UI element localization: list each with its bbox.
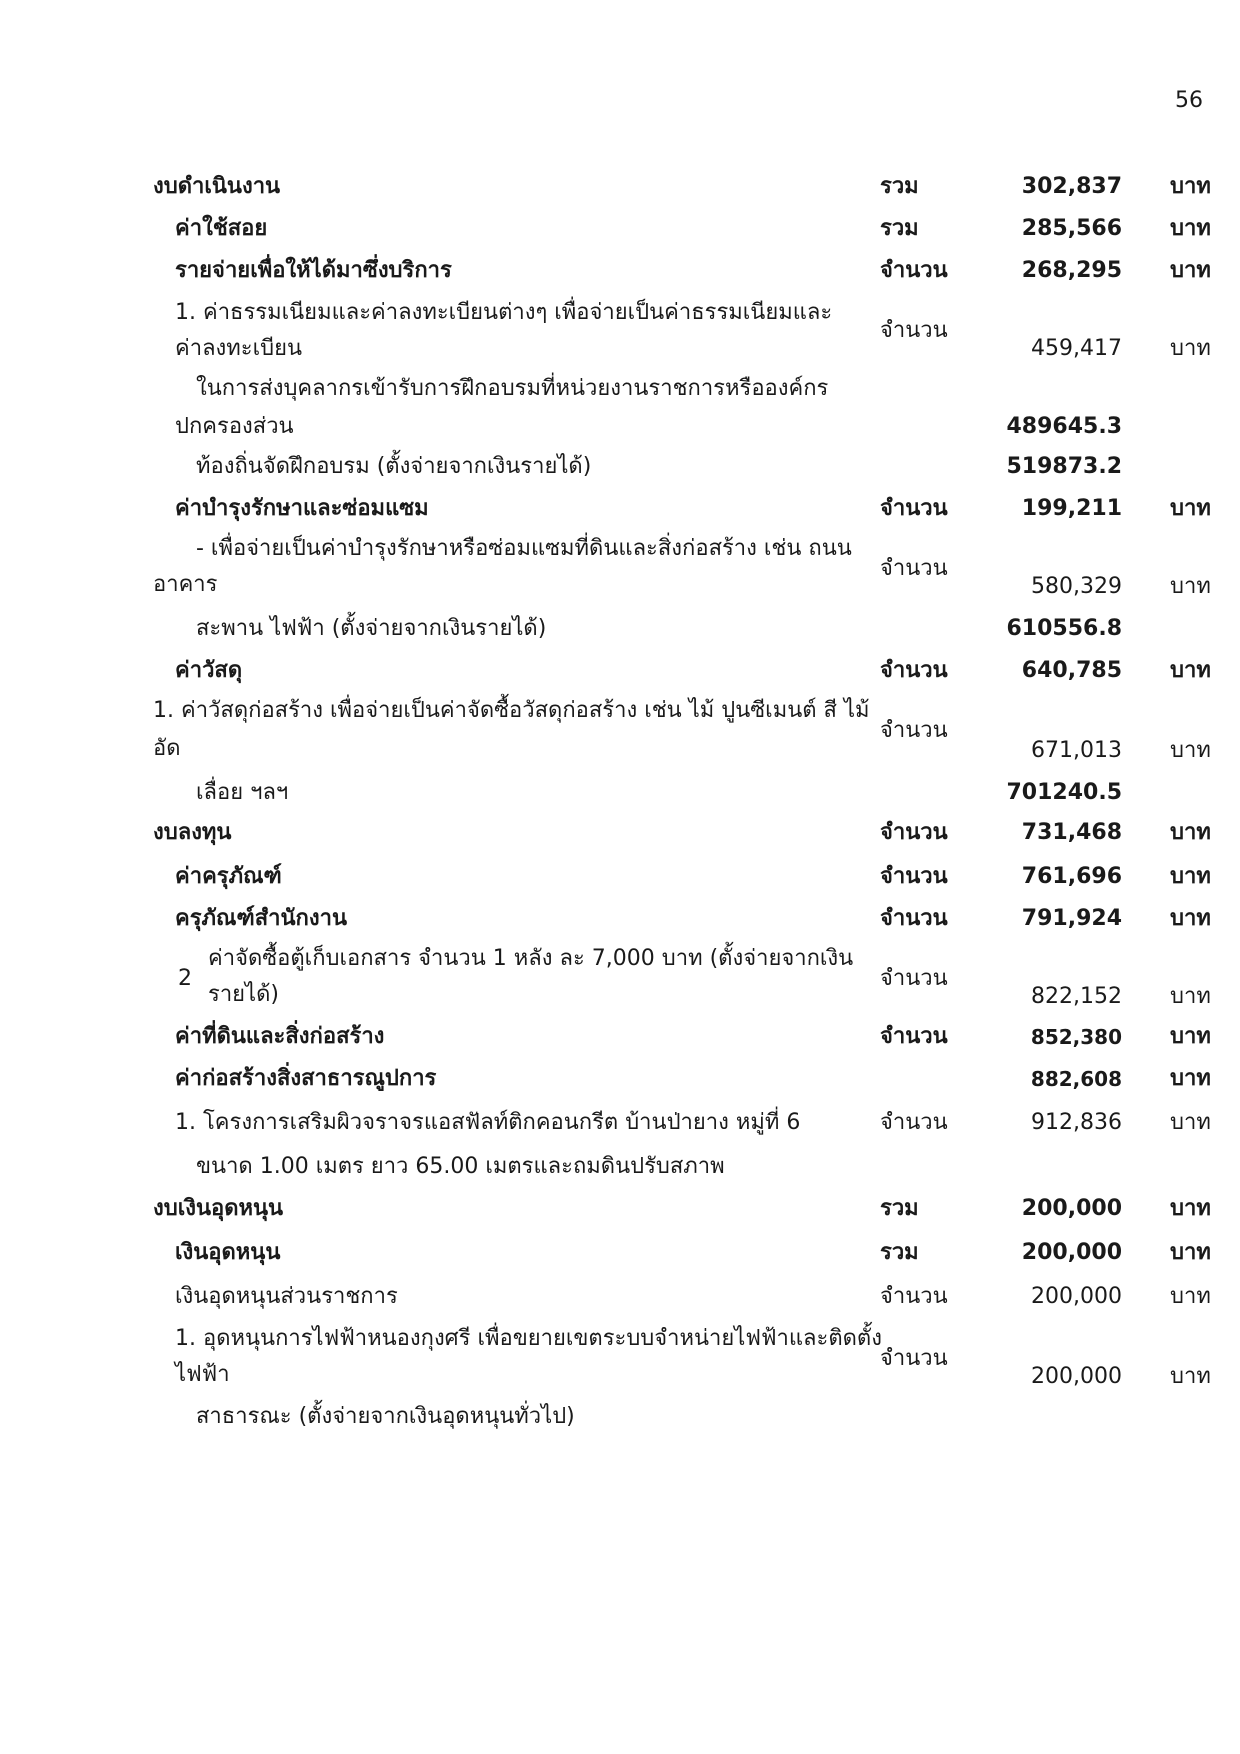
row-unit: บาท [1170,1066,1211,1091]
row-kind: จำนวน [880,906,948,931]
row-label: 1. โครงการเสริมผิวจราจรแอสฟัลท์ติกคอนกรีต บ้านป่ายาง หมู่ที่ 6 [175,1110,801,1135]
row-label: ค่าครุภัณฑ์ [175,864,282,889]
row-amount: 302,837 [1021,174,1122,199]
row-amount: 200,000 [1021,1196,1122,1221]
row-kind: จำนวน [880,864,948,889]
row-label-line2: ค่าลงทะเบียน [175,336,303,361]
row-label: ค่าบำรุงรักษาและซ่อมแซม [175,496,429,521]
row-amount: 519873.2 [1006,454,1122,479]
row-kind: จำนวน [880,1346,948,1371]
row-amount: 489645.3 [1006,414,1122,439]
row-unit: บาท [1170,820,1211,845]
row-unit: บาท [1170,658,1211,683]
row-amount: 610556.8 [1006,616,1122,641]
row-unit: บาท [1170,1110,1211,1135]
row-amount: 882,608 [1030,1067,1122,1091]
row-kind: จำนวน [880,1024,948,1049]
row-label: ค่าวัสดุ [175,658,243,683]
row-label: ขนาด 1.00 เมตร ยาว 65.00 เมตรและถมดินปรับสภาพ [196,1154,725,1179]
row-label: ค่าก่อสร้างสิ่งสาธารณูปการ [175,1066,437,1091]
row-unit: บาท [1170,984,1211,1009]
row-label: ค่าใช้สอย [175,216,268,241]
row-label: ครุภัณฑ์สำนักงาน [175,906,347,931]
row-unit: บาท [1170,496,1211,521]
row-amount: 912,836 [1031,1110,1122,1135]
row-kind: จำนวน [880,820,948,845]
row-label-line2: อาคาร [153,572,218,597]
row-label: งบลงทุน [153,820,232,845]
row-kind: จำนวน [880,718,948,743]
row-amount: 200,000 [1021,1240,1122,1265]
row-amount: 459,417 [1031,336,1122,361]
row-unit: บาท [1170,574,1211,599]
row-label-line1: - เพื่อจ่ายเป็นค่าบำรุงรักษาหรือซ่อมแซมที่ดินและสิ่งก่อสร้าง เช่น ถนน [196,536,852,561]
row-label-line2: ไฟฟ้า [175,1362,230,1387]
row-label: สะพาน ไฟฟ้า (ตั้งจ่ายจากเงินรายได้) [196,616,547,641]
item-number: 2 [178,966,192,991]
row-unit: บาท [1170,258,1211,283]
row-label-line1: ค่าจัดซื้อตู้เก็บเอกสาร จำนวน 1 หลัง ละ 7,000 บาท (ตั้งจ่ายจากเงิน [208,946,854,971]
row-unit: บาท [1170,216,1211,241]
row-label: เงินอุดหนุน [175,1240,281,1265]
row-kind: จำนวน [880,496,948,521]
row-label: รายจ่ายเพื่อให้ได้มาซึ่งบริการ [175,258,452,283]
row-unit: บาท [1170,738,1211,763]
row-amount: 268,295 [1021,258,1122,283]
row-unit: บาท [1170,1240,1211,1265]
row-label: ปกครองส่วน [175,414,294,439]
row-kind: รวม [880,216,919,241]
row-kind: จำนวน [880,1110,948,1135]
page-number: 56 [1175,88,1203,113]
row-amount: 200,000 [1031,1284,1122,1309]
row-unit: บาท [1170,1024,1211,1049]
row-amount: 200,000 [1031,1364,1122,1389]
row-amount: 852,380 [1030,1025,1122,1049]
row-kind: จำนวน [880,1284,948,1309]
row-label: เงินอุดหนุนส่วนราชการ [175,1284,398,1309]
row-kind: จำนวน [880,556,948,581]
row-kind: รวม [880,1196,919,1221]
row-unit: บาท [1170,1196,1211,1221]
row-label: ค่าที่ดินและสิ่งก่อสร้าง [175,1024,385,1049]
row-unit: บาท [1170,336,1211,361]
row-unit: บาท [1170,864,1211,889]
row-kind: รวม [880,174,919,199]
row-amount: 791,924 [1021,906,1122,931]
row-kind: รวม [880,1240,919,1265]
row-label-line1: 1. ค่าธรรมเนียมและค่าลงทะเบียนต่างๆ เพื่อจ่ายเป็นค่าธรรมเนียมและ [175,300,833,325]
row-unit: บาท [1170,174,1211,199]
row-label-line1: 1. อุดหนุนการไฟฟ้าหนองกุงศรี เพื่อขยายเขตระบบจำหน่ายไฟฟ้าและติดตั้ง [175,1326,882,1351]
row-amount: 199,211 [1021,496,1122,521]
row-kind: จำนวน [880,318,948,343]
row-label-line2: อัด [153,736,181,761]
row-kind: จำนวน [880,258,948,283]
row-label: งบดำเนินงาน [153,174,281,199]
row-label-line2: รายได้) [208,982,279,1007]
row-unit: บาท [1170,1364,1211,1389]
row-unit: บาท [1170,906,1211,931]
row-amount: 285,566 [1021,216,1122,241]
row-amount: 701240.5 [1006,780,1122,805]
row-label: สาธารณะ (ตั้งจ่ายจากเงินอุดหนุนทั่วไป) [196,1404,575,1429]
row-label: ท้องถิ่นจัดฝึกอบรม (ตั้งจ่ายจากเงินรายได้) [196,454,592,479]
row-amount: 731,468 [1021,820,1122,845]
row-label: ในการส่งบุคลากรเข้ารับการฝึกอบรมที่หน่วยงานราชการหรือองค์กร [196,376,829,401]
row-label-line1: 1. ค่าวัสดุก่อสร้าง เพื่อจ่ายเป็นค่าจัดซื้อวัสดุก่อสร้าง เช่น ไม้ ปูนซีเมนต์ สี ไม้ [153,698,870,723]
row-amount: 580,329 [1031,574,1122,599]
row-label: งบเงินอุดหนุน [153,1196,284,1221]
row-amount: 822,152 [1031,984,1122,1009]
row-amount: 761,696 [1021,864,1122,889]
row-label: เลื่อย ฯลฯ [196,780,289,805]
row-kind: จำนวน [880,658,948,683]
row-unit: บาท [1170,1284,1211,1309]
row-amount: 640,785 [1021,658,1122,683]
row-amount: 671,013 [1031,738,1122,763]
row-kind: จำนวน [880,966,948,991]
